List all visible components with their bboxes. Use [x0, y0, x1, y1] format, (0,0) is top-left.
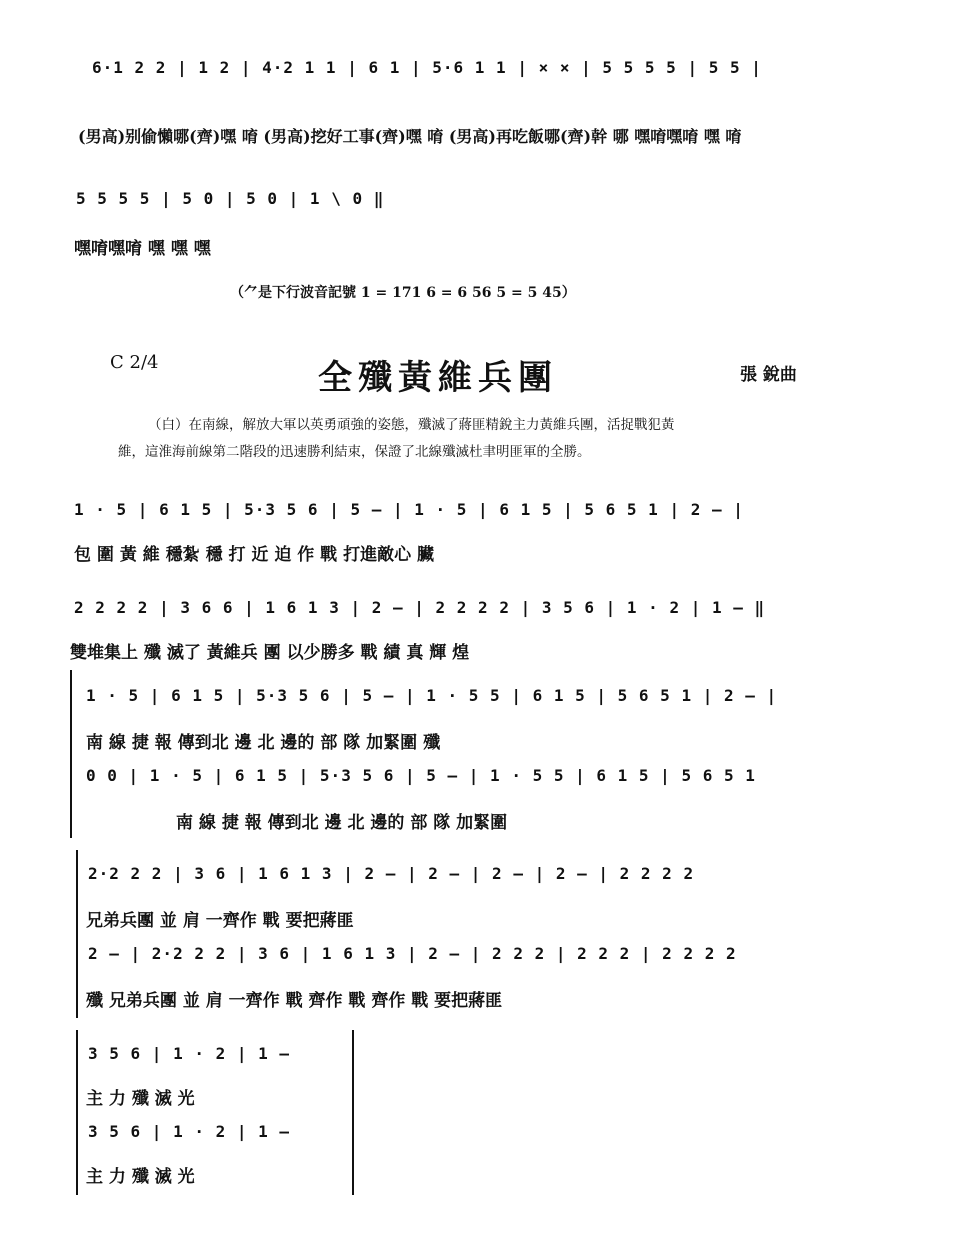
top-lyrics-row-2: 嘿唷嘿唷 嘿 嘿 嘿	[74, 239, 211, 259]
system-4-voice-2-lyrics: 殲 兄弟兵團 並 肩 一齊作 戰 齊作 戰 齊作 戰 要把蔣匪	[86, 991, 503, 1011]
system-5-voice-2-lyrics: 主 力 殲 滅 光	[86, 1167, 195, 1187]
composer: 張 銳曲	[740, 365, 797, 385]
system-4-voice-2-notes: 2 — | 2·2 2 2 | 3 6 | 1 6 1 3 | 2 — | 2 2 2 | 2 2 2 | 2 2 2 2	[88, 944, 737, 963]
system-5-voice-1-lyrics: 主 力 殲 滅 光	[86, 1089, 195, 1109]
top-notes-row-1: 6·1 2 2 | 1 2 | 4·2 1 1 | 6 1 | 5·6 1 1 | × × | 5 5 5 5 | 5 5 |	[92, 58, 762, 77]
system-5-voice-2-notes: 3 5 6 | 1 · 2 | 1 —	[88, 1122, 291, 1141]
system-1-notes: 1 · 5 | 6 1 5 | 5·3 5 6 | 5 — | 1 · 5 | 6 1 5 | 5 6 5 1 | 2 — |	[74, 500, 744, 519]
system-5-bracket	[76, 1030, 78, 1195]
system-2-notes: 2 2 2 2 | 3 6 6 | 1 6 1 3 | 2 — | 2 2 2 2 | 3 5 6 | 1 · 2 | 1 — ‖	[74, 598, 766, 617]
top-notes-row-2: 5 5 5 5 | 5 0 | 5 0 | 1 \ 0 ‖	[76, 189, 385, 208]
song-title: 全殲黃維兵團	[318, 358, 558, 398]
intro-line-1: （白）在南線，解放大軍以英勇頑強的姿態，殲滅了蔣匪精銳主力黃維兵團，活捉戰犯黃	[148, 417, 675, 433]
system-1-lyrics: 包 圍 黃 維 穩紮 穩 打 近 迫 作 戰 打進敵心 臟	[74, 545, 435, 565]
system-3-voice-1-lyrics: 南 線 捷 報 傳到北 邊 北 邊的 部 隊 加緊圍 殲	[86, 733, 441, 753]
system-5-end-bar	[352, 1030, 354, 1195]
ornament-footnote: （⺈是下行波音記號 1 = 171 6 = 6 56 5 = 5 45）	[230, 285, 576, 301]
system-3-bracket	[70, 670, 72, 838]
system-3-voice-2-lyrics: 南 線 捷 報 傳到北 邊 北 邊的 部 隊 加緊圍	[176, 813, 508, 833]
system-3-voice-2-notes: 0 0 | 1 · 5 | 6 1 5 | 5·3 5 6 | 5 — | 1 · 5 5 | 6 1 5 | 5 6 5 1	[86, 766, 756, 785]
system-4-voice-1-lyrics: 兄弟兵團 並 肩 一齊作 戰 要把蔣匪	[86, 911, 354, 931]
system-2-lyrics: 雙堆集上 殲 滅了 黃維兵 團 以少勝多 戰 績 真 輝 煌	[70, 643, 470, 663]
top-lyrics-row-1: (男高)别偷懶哪(齊)嘿 唷 (男高)挖好工事(齊)嘿 唷 (男高)再吃飯哪(齊)幹 哪 嘿唷嘿唷 嘿 唷	[78, 127, 742, 146]
system-4-voice-1-notes: 2·2 2 2 | 3 6 | 1 6 1 3 | 2 — | 2 — | 2 — | 2 — | 2 2 2 2	[88, 864, 695, 883]
system-5-voice-1-notes: 3 5 6 | 1 · 2 | 1 —	[88, 1044, 291, 1063]
system-3-voice-1-notes: 1 · 5 | 6 1 5 | 5·3 5 6 | 5 — | 1 · 5 5 | 6 1 5 | 5 6 5 1 | 2 — |	[86, 686, 778, 705]
system-4-bracket	[76, 850, 78, 1018]
intro-line-2: 維，這淮海前線第二階段的迅速勝利結束，保證了北線殲滅杜聿明匪軍的全勝。	[118, 444, 591, 460]
key-signature: C 2/4	[110, 352, 159, 373]
